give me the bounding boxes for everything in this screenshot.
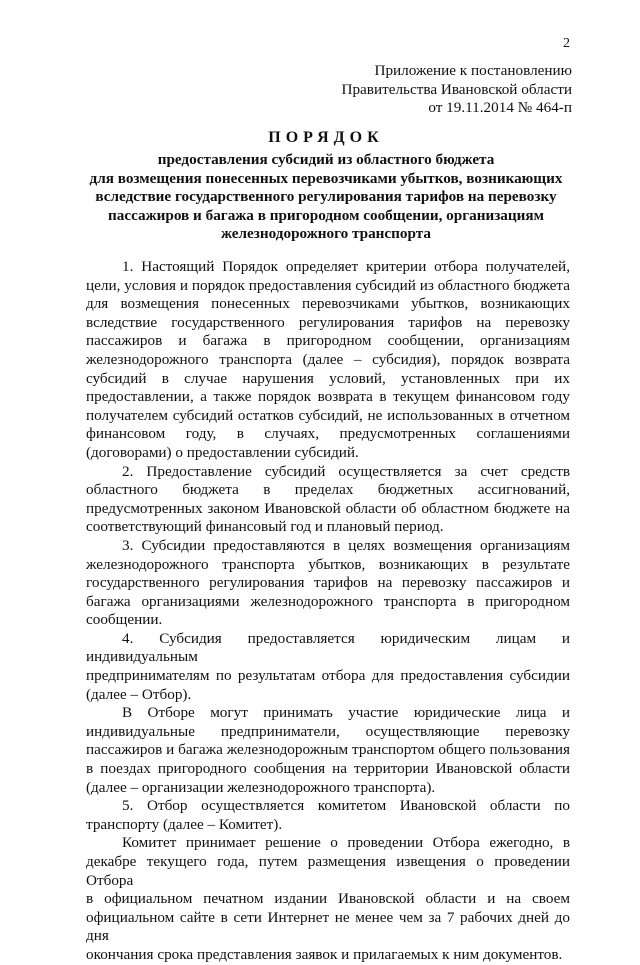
paragraph-line: 1. Настоящий Порядок определяет критерии отбора получателей, <box>122 258 570 275</box>
paragraph-line: окончания срока представления заявок и прилагаемых к ним документов. <box>86 945 563 963</box>
paragraph-line: цели, условия и порядок предоставления субсидий из областного бюджета <box>86 276 570 294</box>
subtitle-line: пассажиров и багажа в пригородном сообщении, организациям <box>108 206 544 224</box>
paragraph-line: областного бюджета в пределах бюджетных ассигнований, <box>86 481 570 499</box>
paragraph <box>86 463 570 537</box>
paragraph-line: В Отборе могут принимать участие юридические лица и <box>122 704 570 722</box>
subtitle-line: предоставления субсидий из областного бюджета <box>157 151 495 168</box>
paragraph-line: 2. Предоставление субсидий осуществляется за счет средств <box>122 462 570 480</box>
paragraph-line: (далее – Отбор). <box>86 685 192 703</box>
paragraph-line: соответствующий финансовый год и плановый период. <box>86 518 444 536</box>
paragraph-line: железнодорожного транспорта (далее – субсидия), порядок возврата <box>86 350 570 368</box>
paragraph <box>86 704 570 797</box>
paragraph-line: предусмотренных законом Ивановской области об областном бюджете на <box>86 499 570 517</box>
appendix-line: Приложение к постановлению <box>374 62 572 79</box>
paragraph-line: 5. Отбор осуществляется комитетом Ивановской области по <box>122 797 570 815</box>
paragraph <box>86 258 570 463</box>
paragraph-line: официальном сайте в сети Интернет не менее чем за 7 рабочих дней до дня <box>86 908 570 945</box>
paragraph-line: железнодорожного транспорта убытков, возникающих в результате <box>86 555 570 573</box>
paragraph <box>86 630 570 704</box>
paragraph-line: в официальном печатном издании Ивановской области и на своем <box>86 890 570 908</box>
paragraph-line: предоставлении, а также порядок возврата в текущем финансовом году <box>86 388 570 406</box>
paragraph <box>86 834 570 964</box>
paragraph-line: финансовом году, в случаях, предусмотренных соглашениями <box>86 425 570 443</box>
paragraph-line: индивидуальные предприниматели, осуществляющие перевозку <box>86 722 570 740</box>
paragraph-line: пассажиров и багажа железнодорожным транспортом общего пользования <box>86 741 570 759</box>
paragraph-line: 4. Субсидия предоставляется юридическим лицам и индивидуальным <box>86 629 570 666</box>
paragraph-line: предпринимателям по результатам отбора для предоставления субсидии <box>86 667 570 685</box>
document-body <box>86 258 570 965</box>
appendix-line: от 19.11.2014 № 464-п <box>428 99 572 116</box>
paragraph-line: субсидий в случае нарушения условий, установленных при их <box>86 369 570 387</box>
paragraph-line: багажа организациями железнодорожного транспорта в пригородном <box>86 592 570 610</box>
appendix-line: Правительства Ивановской области <box>341 80 572 98</box>
paragraph-line: (далее – организации железнодорожного транспорта). <box>86 778 436 796</box>
paragraph-line: для возмещения понесенных перевозчиками убытков, возникающих <box>86 295 570 313</box>
page-number: 2 <box>563 36 570 51</box>
paragraph-line: пассажиров и багажа в пригородном сообщении, организациям <box>86 332 570 350</box>
paragraph <box>86 797 570 834</box>
paragraph-line: декабре текущего года, путем размещения извещения о проведении Отбора <box>86 853 570 889</box>
paragraph-line: (договорами) о предоставлении субсидий. <box>86 443 359 461</box>
paragraph-line: Комитет принимает решение о проведении Отбора ежегодно, в <box>122 834 570 852</box>
paragraph-line: государственного регулирования тарифов на перевозку пассажиров и <box>86 574 570 592</box>
document-title: ПОРЯДОК <box>268 129 384 146</box>
paragraph-line: транспорту (далее – Комитет). <box>86 815 283 833</box>
appendix-header <box>342 62 573 118</box>
paragraph <box>86 537 570 630</box>
paragraph-line: 3. Субсидии предоставляются в целях возмещения организациям <box>122 536 570 554</box>
document-subtitle <box>40 151 612 244</box>
title-block <box>40 128 612 244</box>
subtitle-line: вследствие государственного регулирования тарифов на перевозку <box>95 188 557 206</box>
paragraph-line: вследствие государственного регулирования тарифов на перевозку <box>86 313 570 331</box>
paragraph-line: сообщении. <box>86 611 163 629</box>
paragraph-line: получателем субсидий остатков субсидий, не использованных в отчетном <box>86 406 570 424</box>
paragraph-line: в поездах пригородного сообщения на территории Ивановской области <box>86 760 570 778</box>
subtitle-line: железнодорожного транспорта <box>220 225 432 243</box>
subtitle-line: для возмещения понесенных перевозчиками убытков, возникающих <box>89 169 563 187</box>
